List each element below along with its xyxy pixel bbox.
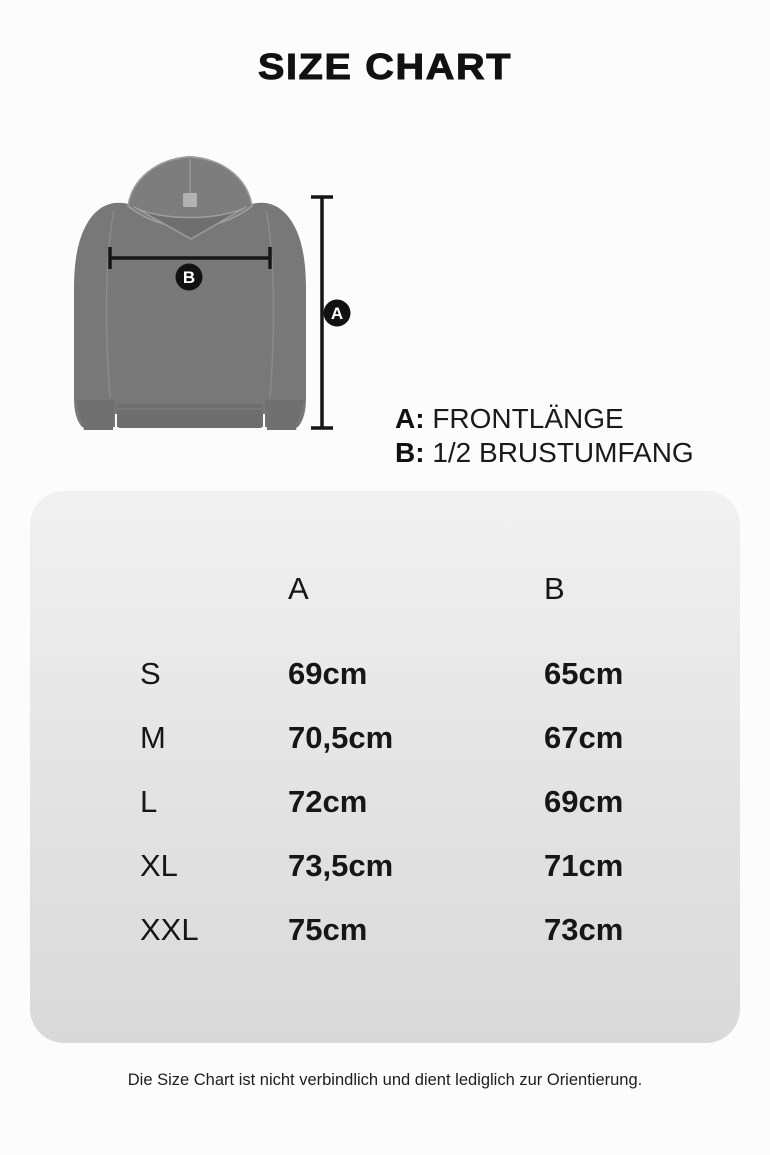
size-label: S <box>140 656 161 691</box>
table-row <box>30 642 740 706</box>
table-row <box>30 770 740 834</box>
hoodie-illustration <box>60 130 390 470</box>
legend-line-a <box>395 402 694 436</box>
badge-b-label: B <box>182 268 196 287</box>
neck-tag <box>183 193 197 207</box>
value-b: 71cm <box>544 848 624 883</box>
table-row <box>30 834 740 898</box>
value-a: 75cm <box>288 912 368 947</box>
badge-a-label: A <box>330 304 344 323</box>
legend-key-b: B: <box>395 437 425 468</box>
table-header-row <box>30 557 740 621</box>
legend-line-b <box>395 436 694 470</box>
legend-key-a: A: <box>395 403 425 434</box>
value-a: 72cm <box>288 784 368 819</box>
legend-label-b: 1/2 BRUSTUMFANG <box>432 437 694 468</box>
table-row <box>30 706 740 770</box>
page-title: SIZE CHART <box>257 46 513 87</box>
legend-label-a: FRONTLÄNGE <box>432 403 624 434</box>
size-label: XXL <box>140 912 199 947</box>
size-table-card <box>30 491 740 1043</box>
value-b: 73cm <box>544 912 624 947</box>
size-label: XL <box>140 848 178 883</box>
table-row <box>30 898 740 962</box>
value-b: 65cm <box>544 656 624 691</box>
size-label: L <box>140 784 158 819</box>
value-b: 67cm <box>544 720 624 755</box>
measurement-diagram <box>0 130 770 470</box>
measurement-legend <box>395 402 694 470</box>
value-b: 69cm <box>544 784 624 819</box>
disclaimer-text: Die Size Chart ist nicht verbindlich und dient lediglich zur Orientierung. <box>127 1070 643 1089</box>
value-a: 69cm <box>288 656 368 691</box>
value-a: 70,5cm <box>288 720 394 755</box>
size-label: M <box>140 720 166 755</box>
value-a: 73,5cm <box>288 848 394 883</box>
header-col-b: B <box>544 571 565 606</box>
header-col-a: A <box>288 571 309 606</box>
hem-band <box>117 404 263 428</box>
